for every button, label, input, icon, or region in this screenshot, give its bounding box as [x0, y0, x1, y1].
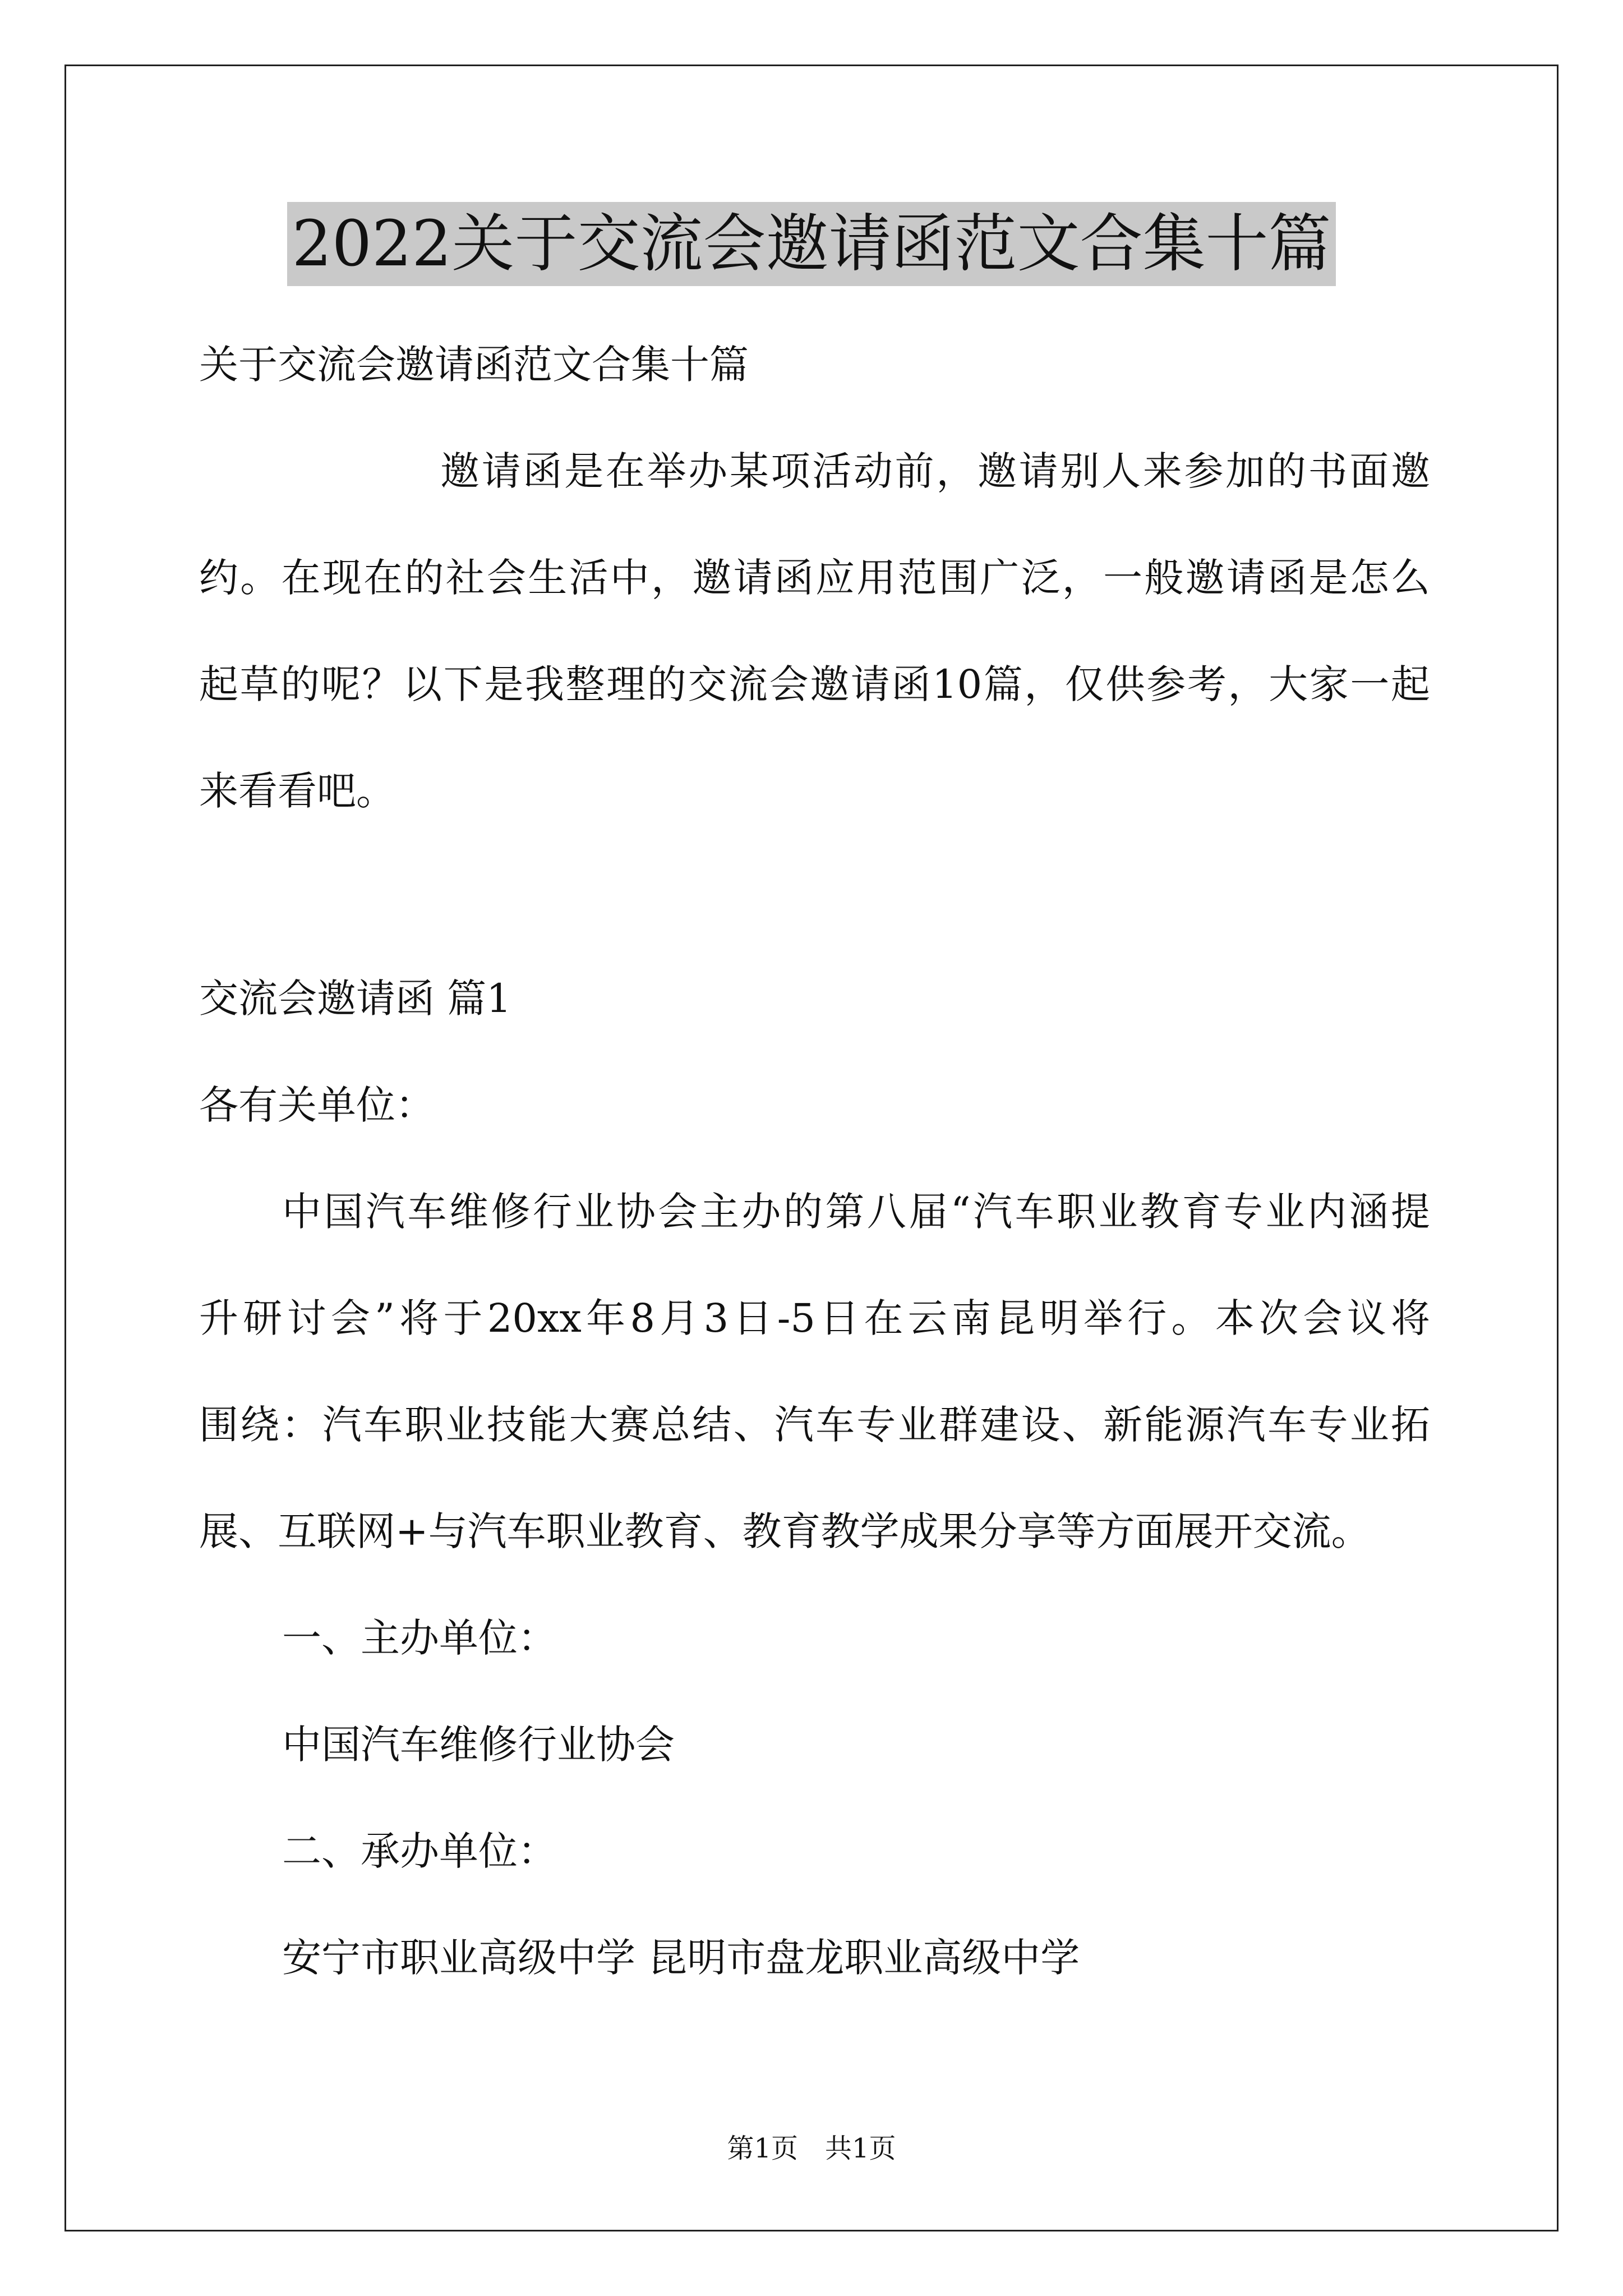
salutation: 各有关单位： [199, 1082, 435, 1128]
host-label: 二、承办单位： [282, 1828, 557, 1874]
paragraph-gap [199, 844, 1430, 945]
intro-line: 来看看吧。 [199, 768, 395, 814]
body-line: 升研讨会”将于20xx年8月3日-5日在云南昆明举行。本次会议将 [199, 1295, 1430, 1341]
organizer-value: 中国汽车维修行业协会 [282, 1722, 675, 1768]
body-line: 中国汽车维修行业协会主办的第八届“汽车职业教育专业内涵提 [282, 1189, 1430, 1235]
page-footer: 第1页 共1页 [727, 2133, 896, 2164]
document-subtitle: 关于交流会邀请函范文合集十篇 [199, 342, 749, 388]
body-line: 展、互联网+与汽车职业教育、教育教学成果分享等方面展开交流。 [199, 1508, 1371, 1554]
section-heading: 交流会邀请函 篇1 [199, 976, 511, 1022]
document-body [199, 311, 1430, 2011]
document-title: 2022关于交流会邀请函范文合集十篇 [287, 202, 1335, 286]
title-container [0, 202, 1623, 286]
host-value: 安宁市职业高级中学 昆明市盘龙职业高级中学 [282, 1935, 1080, 1981]
organizer-label: 一、主办单位： [282, 1615, 557, 1661]
intro-line: 起草的呢？以下是我整理的交流会邀请函10篇，仅供参考，大家一起 [199, 661, 1430, 707]
body-line: 围绕：汽车职业技能大赛总结、汽车专业群建设、新能源汽车专业拓 [199, 1402, 1430, 1448]
intro-line: 邀请函是在举办某项活动前，邀请别人来参加的书面邀 [440, 448, 1430, 494]
intro-line: 约。在现在的社会生活中，邀请函应用范围广泛，一般邀请函是怎么 [199, 555, 1430, 601]
